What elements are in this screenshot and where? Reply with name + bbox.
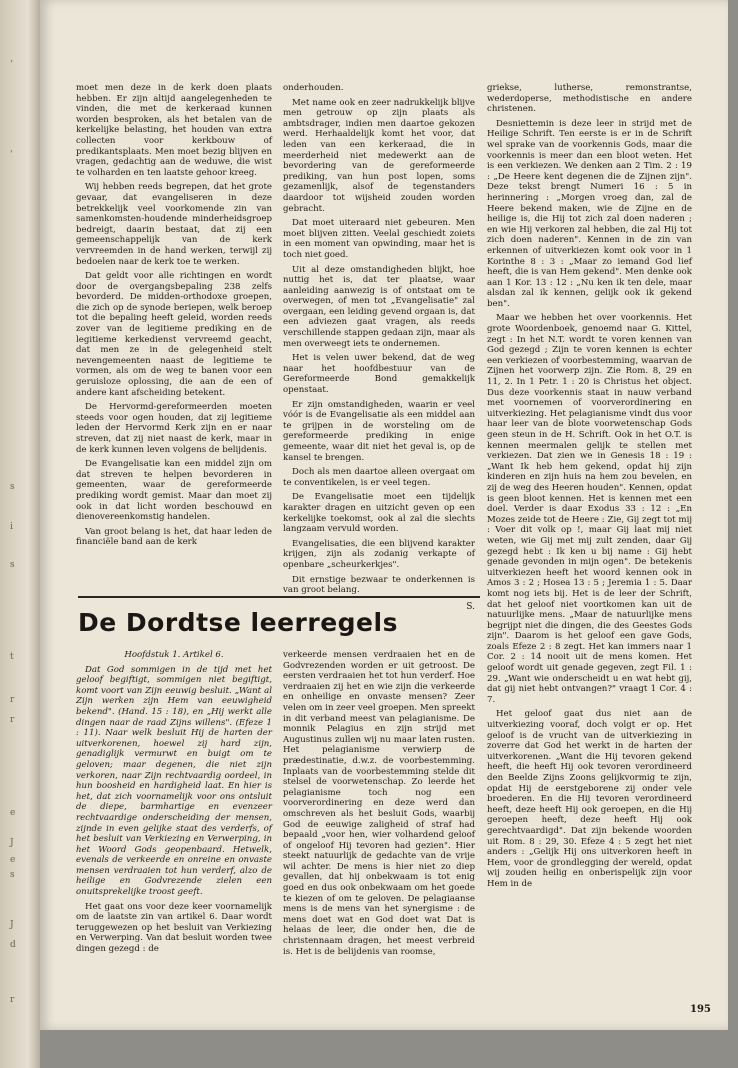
paragraph: Er zijn omstandigheden, waarin er veel vóór is de Evangelisatie als een middel aan te grijpen in de worsteling om de gereformeerde prediking in enige gemeente, waar dit niet het geval is, op de kansel te brengen. [283,399,475,463]
article-column-1 [76,650,272,959]
spine-mark: r [10,995,15,1005]
spine-mark: e [10,808,16,818]
paragraph: Dat geldt voor alle richtingen en wordt door de overgangsbepaling 238 zelfs bevorderd. De midden-orthodoxe groepen, die zich op de synode beriepen, welk beroep tot die bepaling heeft geleid, worden reeds zover van de legitieme prediking en de legitieme kerkedienst vervreemd geacht, dat men ze in de gelegenheid stelt nevengemeenten naast de legitieme te vormen, als om de weg te banen voor een geruisloze oplossing, die aan de een of andere kant afscheiding betekent. [76,271,272,398]
paragraph: Van groot belang is het, dat haar leden de financiële band aan de kerk [76,526,272,548]
spine-mark: e [10,855,16,865]
spine-mark: s [10,482,15,492]
paragraph: verkeerde mensen verdraaien het en de Godvrezenden worden er uit getroost. De eersten verdraaien het tot hun verderf. Hoe verdraaien zij het en wie zijn die verkeerde en onheilige en onvaste mensen? Zeer velen om in zeer veel groepen. Men spreekt in dit verband meest van pelagianisme. De monnik Pelagius en zijn strijd met Augustinus zullen wij nu maar laten rusten. Het pelagianisme verwierp de prædestinatie, d.w.z. de voorbestemming. Inplaats van de voorbestemming stelde dit stelsel de voorwetenschap. Zo leerde het pelagianisme toch nog een voorverordinering en deze werd dan omschreven als het besluit Gods, waarbij God de eeuwige zaligheid of straf had bepaald „voor hen, wier volhardend geloof of ongeloof Hij tevoren had gezien". Hier steekt natuurlijk de gedachte van de vrije wil achter. De mens is hier niet zo diep gevallen, dat hij onbekwaam is tot enig goed en dus ook onbekwaam om het goede te kiezen of om te geloven. De pelagiaanse mens is de mens van het synergisme : de mens doet wat en God doet wat Dat is helaas de leer, die onder hen, die de christennaam dragen, het meest verbreid is. Het is de belijdenis van roomse, [283,650,475,957]
paragraph: Evangelisaties, die een blijvend karakter krijgen, zijn als zodanig verkapte of openbare „scheurkerkjes". [283,538,475,570]
spine-mark: r [10,715,15,725]
spine-mark: i [10,522,13,532]
top-column-1 [76,83,272,552]
paragraph: Desniettemin is deze leer in strijd met de Heilige Schrift. Ten eerste is er in de Schrift wel sprake van de voorkennis Gods, maar die voorkennis is meer dan een bloot weten. Het is een verkiezen. We denken aan 2 Tim. 2 : 19 : „De Heere kent degenen die de Zijnen zijn". Deze tekst brengt Numeri 16 : 5 in herinnering : „Morgen vroeg dan, zal de Heere bekend maken, wie de Zijne en de heilige is, die Hij tot zich zal doen naderen ; en wie Hij verkoren zal hebben, die zal Hij tot zich doen naderen". Kennen in de zin van erkennen of uitverkiezen komt ook voor in 1 Korinthe 8 : 3 : „Maar zo iemand God lief heeft, die is van Hem gekend". Men denke ook aan 1 Kor. 13 : 12 : „Nu ken ik ten dele, maar alsdan zal ik kennen, gelijk ook ik gekend ben". [487,118,692,309]
article-title: De Dordtse leerregels [78,608,398,637]
paragraph: Met name ook en zeer nadrukkelijk blijve men getrouw op zijn plaats als ambtsdrager, indien men daartoe gekozen werd. Herhaaldelijk komt het voor, dat leden van een kerkeraad, die in meerderheid niet medewerkt aan de bevordering van de gereformeerde prediking, van hun post lopen, soms gezamenlijk, alsof de tegenstanders daardoor tot wijsheid zouden worden gebracht. [283,97,475,214]
page-number: 195 [690,1004,711,1015]
paragraph: onderhouden. [283,83,344,93]
paragraph: griekse, lutherse, remonstrantse, wederdoperse, methodistische en andere christenen. [487,83,692,115]
spine-mark: J [10,838,14,848]
paragraph: Het gaat ons voor deze keer voornamelijk om de laatste zin van artikel 6. Daar wordt teruggewezen op het besluit van Verkiezing en Verwerping. Van dat besluit worden twee dingen gezegd : de [76,901,272,955]
spine-mark: ' [10,150,13,160]
magazine-page [40,0,728,1030]
right-column [487,83,692,894]
article-quote: Dat God sommigen in de tijd met het geloof begiftigt, sommigen niet begiftigt, komt voort van Zijn eeuwig besluit. „Want al Zijn werken zijn Hem van eeuwigheid bekend". (Hand. 15 : 18), en „Hij werkt alle dingen naar de raad Zijns willens". (Efeze 1 : 11). Naar welk besluit Hij de harten der uitverkorenen, hoewel zij hard zijn, genadiglijk vermurwt en buigt om te geloven; maar degenen, die niet zijn verkoren, naar Zijn rechtvaardig oordeel, in hun boosheid en hardigheid laat. En hier is het, dat zich voornamelijk voor ons ontsluit de diepe, barmhartige en evenzeer rechtvaardige onderscheiding der mensen, zijnde in even gelijke staat des verderfs, of het besluit van Verkiezing en Verwerping, in het Woord Gods geopenbaard. Hetwelk, evenals de verkeerde en onreine en onvaste mensen verdraaien tot hun verderf, alzo de heilige en Godvrezende zielen een onuitsprekelijke troost geeft. [76,664,272,898]
author-signature: S. [466,601,475,612]
article-column-2 [283,650,475,961]
paragraph: De Evangelisatie moet een tijdelijk karakter dragen en uitzicht geven op een kerkelijke toekomst, ook al zal die slechts langzaam vervuld worden. [283,492,475,535]
paragraph: Wij hebben reeds begrepen, dat het grote gevaar, dat evangeliseren in deze betrekkelijk veel voorkomende zin van samenkomsten-houdende minderheidsgroep bedreigt, daarin bestaat, dat zij een gemeenschappelijk van de kerk vervreemden in de hand werken, terwijl zij bedoelen naar de kerk toe te werken. [76,182,272,267]
spine-mark: s [10,560,15,570]
paragraph: Dat moet uiteraard niet gebeuren. Men moet blijven zitten. Veelal geschiedt zoiets in een moment van opwinding, maar het is toch niet goed. [283,218,475,260]
spine-mark: J [10,920,14,930]
spine-mark: r [10,695,15,705]
article-subtitle: Hoofdstuk 1. Artikel 6. [124,650,224,660]
spine-mark: s [10,870,15,880]
paragraph: De Evangelisatie kan een middel zijn om dat streven te helpen bevorderen in gemeenten, waar de gereformeerde prediking wordt gemist. Maar dan moet zij ook in dat licht worden beschouwd en dienovereenkomstig handelen. [76,459,272,523]
paragraph: Uit al deze omstandigheden blijkt, hoe nuttig het is, dat ter plaatse, waar aanleiding aanwezig is of ontstaat om te overwegen, of men tot „Evangelisatie" zal overgaan, een leiding gevend orgaan is, dat een adviezen gaat vragen, als reeds verschillende stappen gedaan zijn, maar als men overweegt iets te ondernemen. [283,264,475,349]
paragraph: De Hervormd-gereformeerden moeten steeds voor ogen houden, dat zij legitieme leden der Hervormd Kerk zijn en er naar streven, dat zij niet naast de kerk, maar in de kerk kunnen leven volgens de belijdenis. [76,402,272,455]
paragraph: Maar we hebben het over voorkennis. Het grote Woordenboek, genoemd naar G. Kittel, zegt : In het N.T. wordt te voren kennen van God gezegd ; Zijn te voren kennen is echter een verkiezen of voorbestemming, waarvan de Zijnen het voorwerp zijn. Zie Rom. 8, 29 en 11, 2. In 1 Petr. 1 : 20 is Christus het object. Dus deze voorkennis staat in nauw verband met voornemen of voorverordinering en uitverkiezing. Het pelagianisme vindt dus voor haar leer van de blote voorwetenschap Gods geen steun in de H. Schrift. Ook in het O.T. is kennen meermalen gelijk te stellen met verkiezen. Dat zien we in Genesis 18 : 19 : „Want Ik heb hem gekend, opdat hij zijn kinderen en zijn huis na hem zou bevelen, en zij de weg des Heeren houden". Kennen, opdat is geen bloot kennen. Het is kennen met een doel. Verder is daar Exodus 33 : 12 : „En Mozes zeide tot de Heere : Zie, Gij zegt tot mij : Voer dit volk op !, maar Gij laat mij niet weten, wie Gij met mij zult zenden, daar Gij gezegd hebt : Ik ken u bij name : Gij hebt genade gevonden in mijn ogen". De betekenis uitverkiezen heeft het woord kennen ook in Amos 3 : 2 ; Hosea 13 : 5 ; Jeremia 1 : 5. Daar komt nog iets bij. Het is de leer der Schrift, dat het geloof niet voortkomen kan uit de natuurlijke mens. „Maar de natuurlijke mens begrijpt niet die dingen, die des Geestes Gods zijn". Daarom is het geloof een gave Gods, zoals Efeze 2 : 8 zegt. Het kan immers naar 1 Cor. 2 : 14 nooit uit de mens komen. Het geloof wordt uit genade gegeven, zegt Fil. 1 : 29. „Want wie onderscheidt u en wat hebt gij, dat gij niet hebt ontvangen?" vraagt 1 Cor. 4 : 7. [487,313,692,705]
paragraph: Het geloof gaat dus niet aan de uitverkiezing vooraf, doch volgt er op. Het geloof is de vrucht van de uitverkiezing in zoverre dat God het werkt in de harten der uitverkorenen. „Want die Hij tevoren gekend heeft, die heeft Hij ook tevoren verordineerd den Beelde Zijns Zoons gelijkvormig te zijn, opdat Hij de eerstgeborene zij onder vele broederen. En die Hij tevoren verordineerd heeft, deze heeft Hij ook geroepen, en die Hij geroepen heeft, deze heeft Hij ook gerechtvaardigd". Dat zijn bekende woorden uit Rom. 8 : 29, 30. Efeze 4 : 5 zegt het niet anders : „Gelijk Hij ons uitverkoren heeft in Hem, voor de grondlegging der wereld, opdat wij zouden heilig en onberispelijk zijn voor Hem in de [487,709,692,889]
paragraph: Dit ernstige bezwaar te onderkennen is van groot belang. [283,574,475,596]
section-divider [78,596,480,598]
paragraph: moet men deze in de kerk doen plaats hebben. Er zijn altijd aangelegenheden te vinden, die met de kerkeraad kunnen worden besproken, als het betalen van de kerkelijke belasting, het houden van extra collecten voor kerkbouw of predikantsplaats. Men moet bezig blijven en vragen, gedachtig aan de weduwe, die wist te volharden en ten laatste gehoor kreeg. [76,83,272,178]
paragraph: Het is velen uwer bekend, dat de weg naar het hoofdbestuur van de Gereformeerde Bond gemakkelijk openstaat. [283,353,475,396]
book-spine [0,0,40,1068]
paragraph: Doch als men daartoe alleen overgaat om te conventikelen, is er veel tegen. [283,467,475,488]
spine-mark: d [10,940,16,950]
spine-mark: ’ [10,60,13,70]
spine-mark: t [10,652,14,662]
top-column-2 [283,83,475,612]
